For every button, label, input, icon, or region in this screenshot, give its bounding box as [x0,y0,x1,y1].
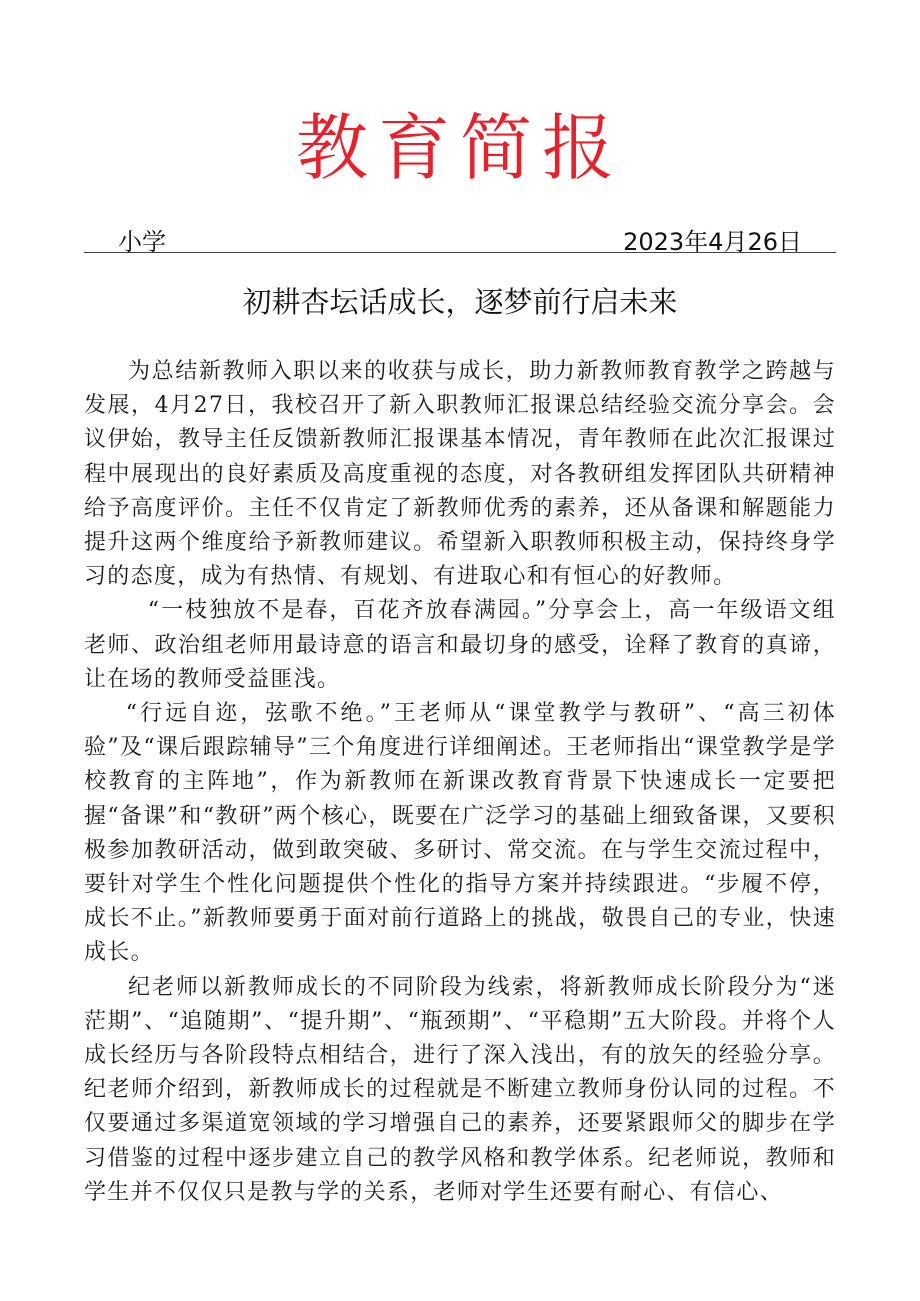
article-paragraph: 纪老师以新教师成长的不同阶段为线索，将新教师成长阶段分为“迷茫期”、“追随期”、“提升期”、“瓶颈期”、“平稳期”五大阶段。并将个人成长经历与各阶段特点相结合，进行了深入浅出，有的放矢的经验分享。纪老师介绍到，新教师成长的过程就是不断建立教师身份认同的过程。不仅要通过多渠道宽领域的学习增强自己的素养，还要紧跟师父的脚步在学习借鉴的过程中逐步建立自己的教学风格和教学体系。纪老师说，教师和学生并不仅仅只是教与学的关系，老师对学生还要有耐心、有信心、 [84,974,836,1205]
meta-row [84,222,836,256]
article-paragraph: “一枝独放不是春，百花齐放春满园。”分享会上，高一年级语文组老师、政治组老师用最诗意的语言和最切身的感受，诠释了教育的真谛，让在场的教师受益匪浅。 [84,598,836,692]
school-name: 小学 [118,228,166,256]
article-paragraph: 为总结新教师入职以来的收获与成长，助力新教师教育教学之跨越与发展，4月27日，我校召开了新入职教师汇报课总结经验交流分享会。会议伊始，教导主任反馈新教师汇报课基本情况，青年教师在此次汇报课过程中展现出的良好素质及高度重视的态度，对各教研组发挥团队共研精神给予高度评价。主任不仅肯定了新教师优秀的素养，还从备课和解题能力提升这两个维度给予新教师建议。希望新入职教师积极主动，保持终身学习的态度，成为有热情、有规划、有进取心和有恒心的好教师。 [84,359,836,590]
issue-date: 2023年4月26日 [623,228,802,256]
header-divider [84,252,836,253]
article-paragraph: “行远自迩，弦歌不绝。”王老师从“课堂教学与教研”、“高三初体验”及“课后跟踪辅导”三个角度进行详细阐述。王老师指出“课堂教学是学校教育的主阵地”，作为新教师在新课改教育背景下快速成长一定要把握“备课”和“教研”两个核心，既要在广泛学习的基础上细致备课，又要积极参加教研活动，做到敢突破、多研讨、常交流。在与学生交流过程中，要针对学生个性化问题提供个性化的指导方案并持续跟进。“步履不停，成长不止。”新教师要勇于面对前行道路上的挑战，敬畏自己的专业，快速成长。 [84,701,836,966]
masthead-title: 教育简报 [295,106,624,190]
article-headline: 初耕杏坛话成长，逐梦前行启未来 [242,285,678,319]
article-body [84,355,836,1210]
